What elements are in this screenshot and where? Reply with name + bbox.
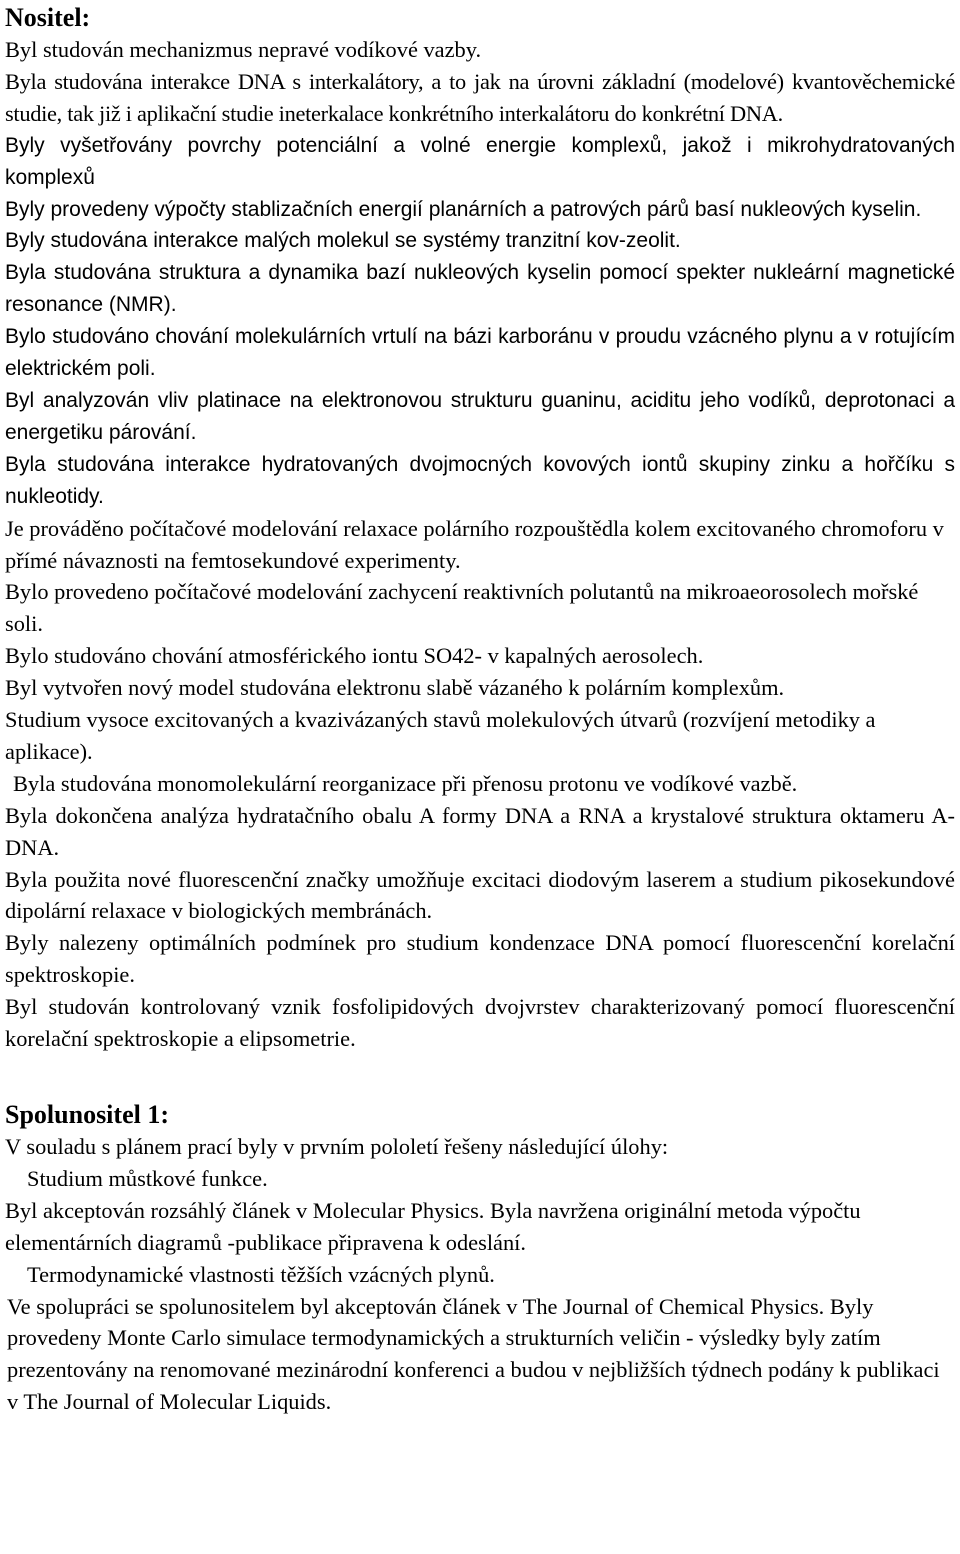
paragraph: Byly nalezeny optimálních podmínek pro studium kondenzace DNA pomocí fluorescenční korelační spektroskopie. bbox=[5, 930, 955, 988]
section-heading-spolunositel: Spolunositel 1: bbox=[5, 1100, 169, 1129]
paragraph: Byl studován kontrolovaný vznik fosfolipidových dvojvrstev charakterizovaný pomocí fluorescenční korelační spektroskopie a elipsometrie. bbox=[5, 994, 955, 1052]
paragraph: Byly vyšetřovány povrchy potenciální a volné energie komplexů, jakož i mikrohydratovaných komplexů bbox=[5, 133, 955, 189]
paragraph: Termodynamické vlastnosti těžších vzácných plynů. bbox=[27, 1261, 495, 1287]
paragraph: Byl studován mechanizmus nepravé vodíkové vazby. bbox=[5, 37, 482, 62]
paragraph: Byly provedeny výpočty stablizačních energií planárních a patrových párů basí nukleových kyselin. bbox=[5, 197, 922, 221]
paragraph: Studium vysoce excitovaných a kvazivázaných stavů molekulových útvarů (rozvíjení metodiky a aplikace). bbox=[5, 707, 876, 764]
paragraph: Byl analyzován vliv platinace na elektronovou strukturu guaninu, aciditu jeho vodíků, deprotonaci a energetiku párování. bbox=[5, 388, 955, 444]
paragraph: Byl vytvořen nový model studována elektronu slabě vázaného k polárním komplexům. bbox=[5, 675, 785, 701]
paragraph: Bylo studováno chování molekulárních vrtulí na bázi karboránu v proudu vzácného plynu a v rotujícím elektrickém poli. bbox=[5, 325, 955, 381]
paragraph: Byla studována interakce DNA s interkalátory, a to jak na úrovni základní (modelové) kvantověchemické studie, tak již i aplikační studie ineterkalace konkrétního interkalátoru do konkrétní DNA. bbox=[5, 68, 955, 126]
paragraph: Byla studována interakce hydratovaných dvojmocných kovových iontů skupiny zinku a hořčíku s nukleotidy. bbox=[5, 452, 955, 508]
paragraph: Ve spolupráci se spolunositelem byl akceptován článek v The Journal of Chemical Physics. Byly provedeny Monte Carlo simulace termodynamických a strukturních veličin - výsledky byly zatím prezentovány na renomované mezinárodní konferenci a budou v nejbližších týdnech podány k publikaci v The Journal of Molecular Liquids. bbox=[7, 1293, 940, 1415]
paragraph: Byla použita nové fluorescenční značky umožňuje excitaci diodovým laserem a studium pikosekundové dipolární relaxace v biologických membránách. bbox=[5, 866, 955, 924]
paragraph: Studium můstkové funkce. bbox=[27, 1165, 268, 1191]
paragraph: Bylo studováno chování atmosférického iontu SO42- v kapalných aerosolech. bbox=[5, 643, 704, 669]
paragraph: V souladu s plánem prací byly v prvním pololetí řešeny následující úlohy: bbox=[5, 1134, 669, 1159]
paragraph: Byly studována interakce malých molekul se systémy tranzitní kov-zeolit. bbox=[5, 229, 681, 253]
paragraph: Byla studována struktura a dynamika bazí nukleových kyselin pomocí spekter nukleární magnetické resonance (NMR). bbox=[5, 261, 955, 317]
paragraph: Byl akceptován rozsáhlý článek v Molecular Physics. Byla navržena originální metoda výpočtu elementárních diagramů -publikace připravena k odeslání. bbox=[5, 1197, 861, 1255]
document-page bbox=[5, 2, 955, 1418]
section-heading-nositel: Nositel: bbox=[5, 3, 91, 32]
paragraph: Bylo provedeno počítačové modelování zachycení reaktivních polutantů na mikroaeorosolech mořské soli. bbox=[5, 579, 919, 637]
paragraph: Je prováděno počítačové modelování relaxace polárního rozpouštědla kolem excitovaného chromoforu v přímé návaznosti na femtosekundové experimenty. bbox=[5, 515, 944, 573]
paragraph: Byla studována monomolekulární reorganizace při přenosu protonu ve vodíkové vazbě. bbox=[13, 770, 798, 796]
paragraph: Byla dokončena analýza hydratačního obalu A formy DNA a RNA a krystalové struktura oktameru A-DNA. bbox=[5, 802, 955, 860]
